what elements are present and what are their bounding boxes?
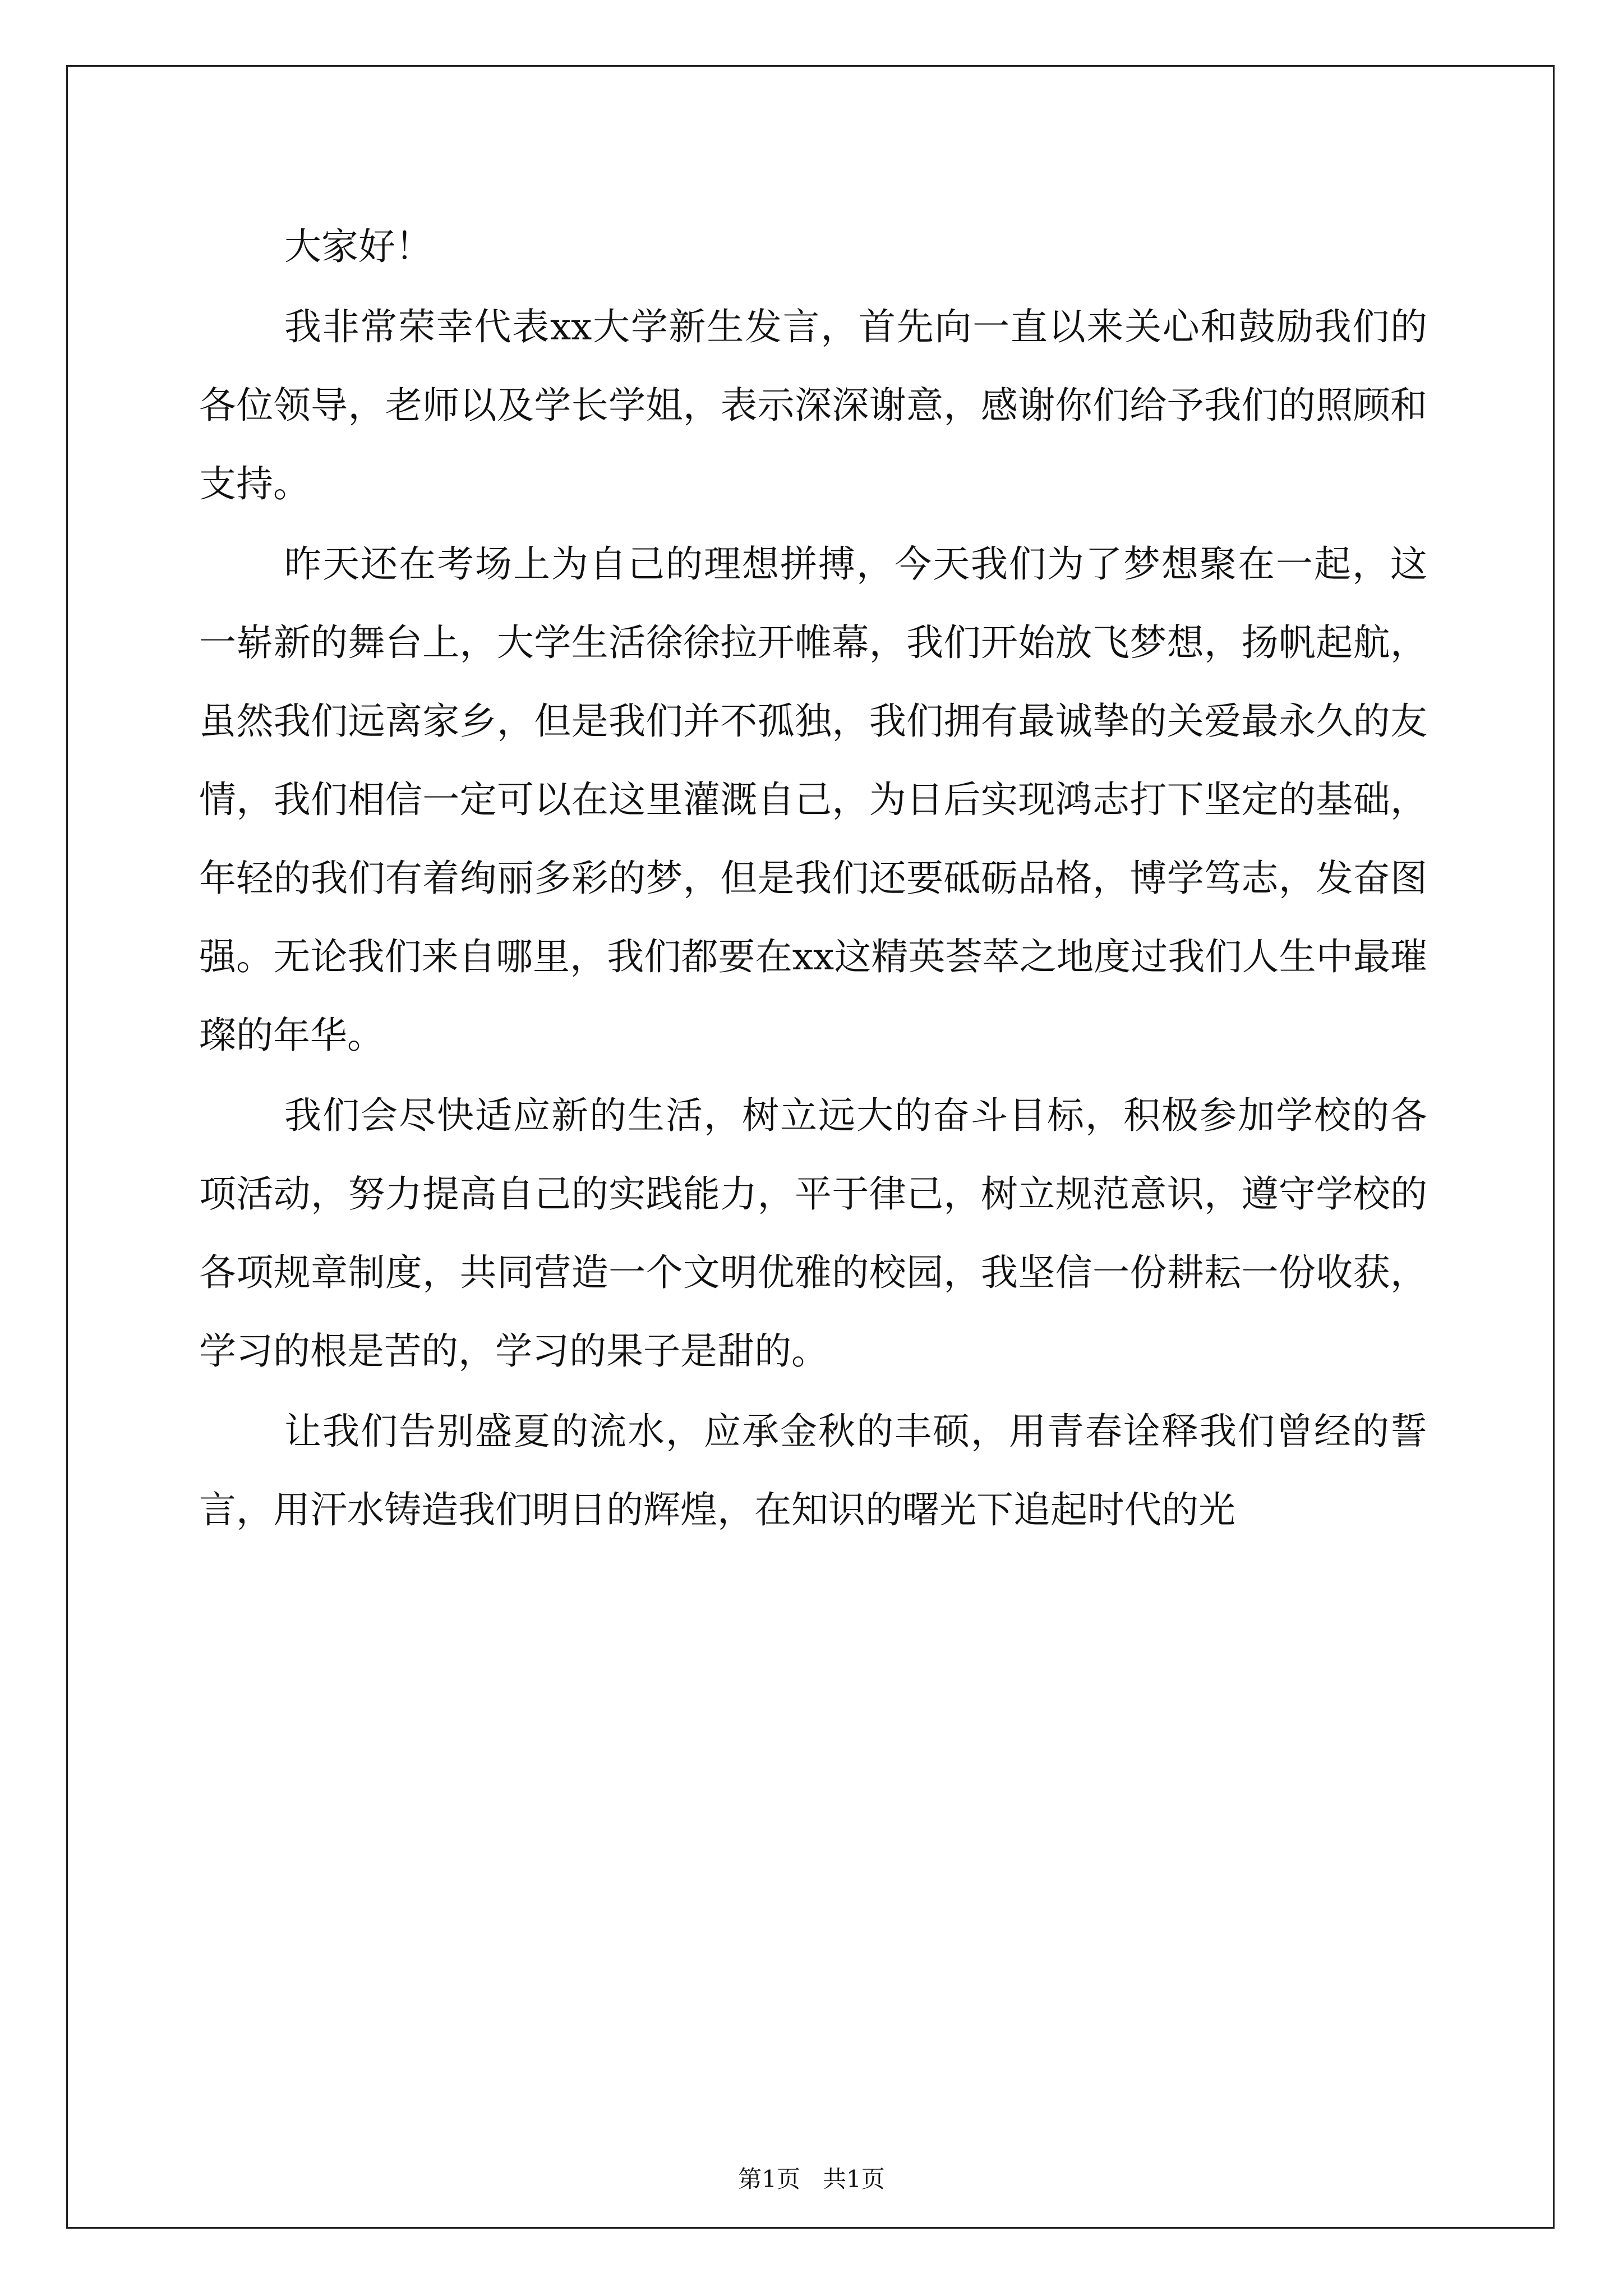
greeting: 大家好！ [284, 225, 432, 268]
paragraph-3: 我们会尽快适应新的生活，树立远大的奋斗目标，积极参加学校的各项活动，努力提高自己的实践能力，平于律己，树立规范意识，遵守学校的各项规章制度，共同营造一个文明优雅的校园，我坚信一份耕耘一份收获，学习的根是苦的，学习的果子是甜的。 [199, 1094, 1427, 1373]
document-body [199, 208, 1427, 1551]
paragraph-1: 我非常荣幸代表xx大学新生发言，首先向一直以来关心和鼓励我们的各位领导，老师以及学长学姐，表示深深谢意，感谢你们给予我们的照顾和支持。 [199, 305, 1427, 505]
paragraph-4: 让我们告别盛夏的流水，应承金秋的丰硕，用青春诠释我们曾经的誓言，用汗水铸造我们明日的辉煌，在知识的曙光下追起时代的光 [199, 1410, 1427, 1531]
page-footer: 第1页 共1页 [738, 2165, 885, 2193]
paragraph-2: 昨天还在考场上为自己的理想拼搏，今天我们为了梦想聚在一起，这一崭新的舞台上，大学生活徐徐拉开帷幕，我们开始放飞梦想，扬帆起航，虽然我们远离家乡，但是我们并不孤独，我们拥有最诚挚的关爱最永久的友情，我们相信一定可以在这里灌溉自己，为日后实现鸿志打下坚定的基础，年轻的我们有着绚丽多彩的梦，但是我们还要砥砺品格，博学笃志，发奋图强。无论我们来自哪里，我们都要在xx这精英荟萃之地度过我们人生中最璀璨的年华。 [199, 542, 1427, 1057]
